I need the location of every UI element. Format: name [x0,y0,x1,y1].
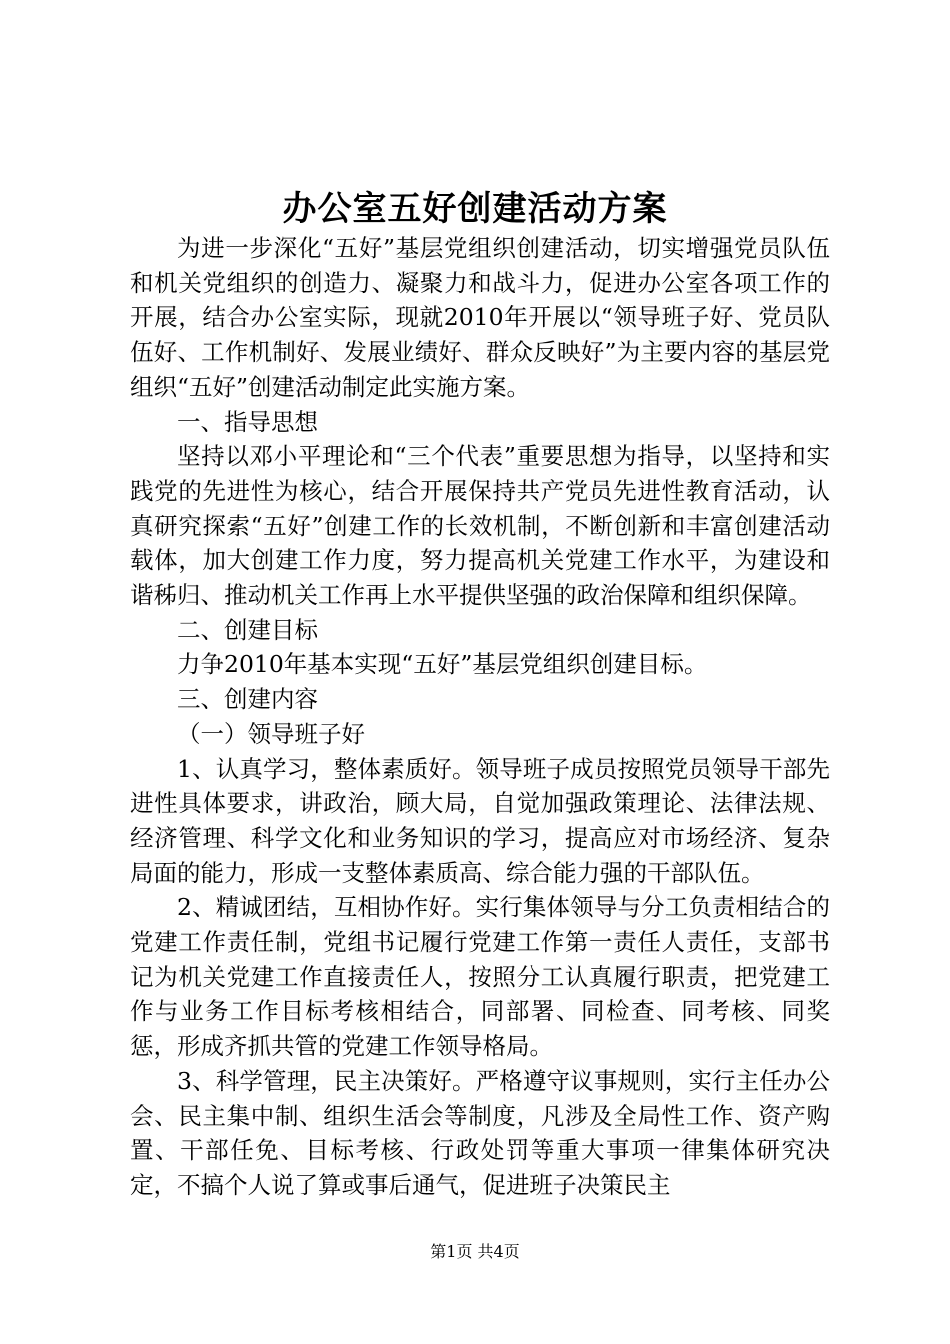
paragraph-guiding-ideology: 坚持以邓小平理论和“三个代表”重要思想为指导，以坚持和实践党的先进性为核心，结合开展保持共产党员先进性教育活动，认真研究探索“五好”创建工作的长效机制，不断创新和丰富创建活动载体，加大创建工作力度，努力提高机关党建工作水平，为建设和谐秭归、推动机关工作再上水平提供坚强的政治保障和组织保障。 [130,442,830,610]
paragraph-goals: 力争2010年基本实现“五好”基层党组织创建目标。 [177,650,708,679]
paragraph-intro: 为进一步深化“五好”基层党组织创建活动，切实增强党员队伍和机关党组织的创造力、凝聚力和战斗力，促进办公室各项工作的开展，结合办公室实际，现就2010年开展以“领导班子好、党员队伍好、工作机制好、发展业绩好、群众反映好”为主要内容的基层党组织“五好”创建活动制定此实施方案。 [130,234,830,401]
document-body [130,231,830,1203]
heading-guiding-ideology: 一、指导思想 [177,407,318,436]
heading-goals: 二、创建目标 [177,615,318,644]
paragraph-item-3: 3、科学管理，民主决策好。严格遵守议事规则，实行主任办公会、民主集中制、组织生活会等制度，凡涉及全局性工作、资产购置、干部任免、目标考核、行政处罚等重大事项一律集体研究决定，不搞个人说了算或事后通气，促进班子决策民主 [130,1066,830,1199]
document-title: 办公室五好创建活动方案 [282,189,668,229]
heading-content: 三、创建内容 [177,685,318,714]
subheading-leadership: （一）领导班子好 [177,719,365,748]
paragraph-item-1: 1、认真学习，整体素质好。领导班子成员按照党员领导干部先进性具体要求，讲政治，顾大局，自觉加强政策理论、法律法规、经济管理、科学文化和业务知识的学习，提高应对市场经济、复杂局面的能力，形成一支整体素质高、综合能力强的干部队伍。 [130,754,830,887]
paragraph-item-2: 2、精诚团结，互相协作好。实行集体领导与分工负责相结合的党建工作责任制，党组书记履行党建工作第一责任人责任，支部书记为机关党建工作直接责任人，按照分工认真履行职责，把党建工作与业务工作目标考核相结合，同部署、同检查、同考核、同奖惩，形成齐抓共管的党建工作领导格局。 [130,893,830,1061]
page-number-footer: 第1页 共4页 [430,1242,520,1261]
